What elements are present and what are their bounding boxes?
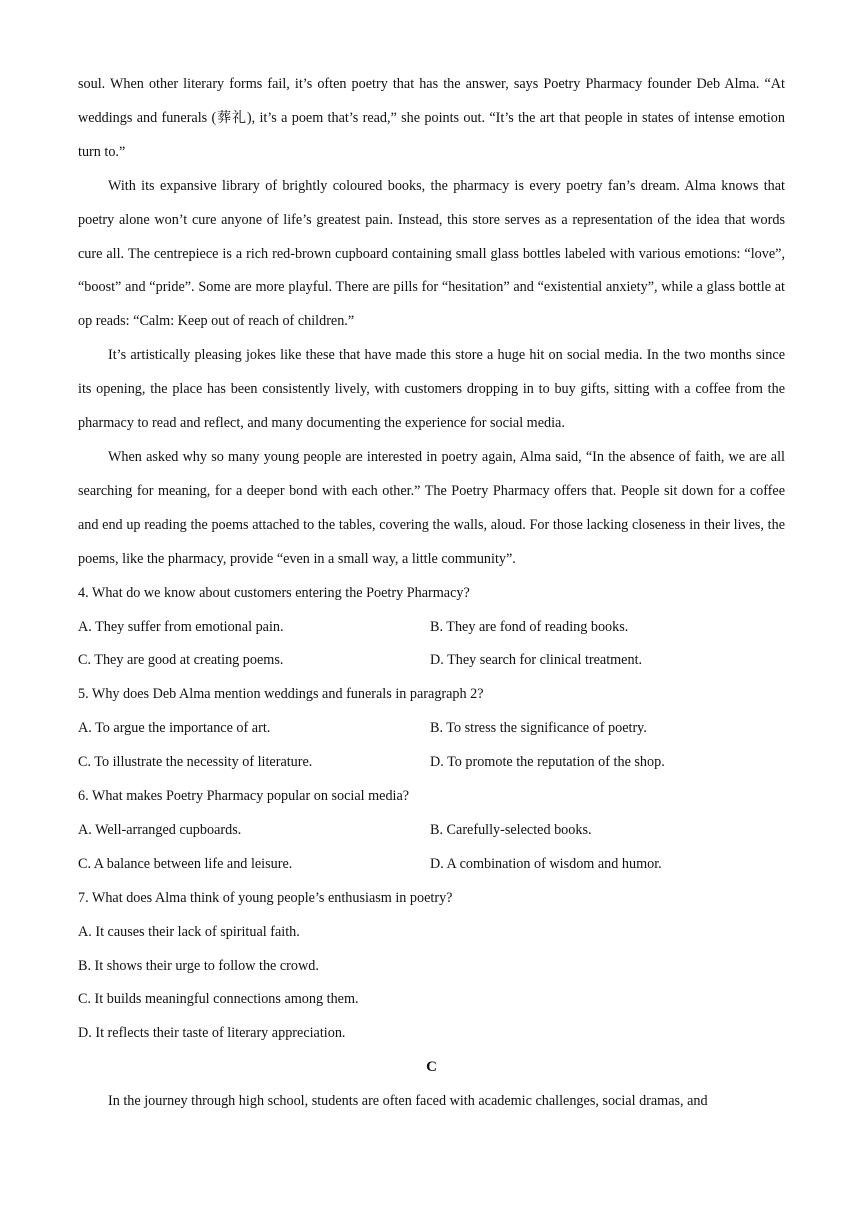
paragraph-1-text-b: ), it’s a poem that’s read,” she points out. “It’s the art that people in states of intense emotion turn to.” xyxy=(78,109,785,160)
passage-paragraph-3: It’s artistically pleasing jokes like these that have made this store a huge hit on social media. In the two months since its opening, the place has been consistently lively, with customers dropping in to buy gifts, sitting with a coffee from the pharmacy to read and reflect, and many documenting the experience for social media. xyxy=(78,347,785,432)
passage-paragraph-4: When asked why so many young people are interested in poetry again, Alma said, “In the absence of faith, we are all searching for meaning, for a deeper bond with each other.” The Poetry Pharmacy offers that. People sit down for a coffee and end up reading the poems attached to the tables, covering the walls, aloud. For those lacking closeness in their lives, the poems, like the pharmacy, provide “even in a small way, a little community”. xyxy=(78,448,785,567)
question-7-option-d: D. It reflects their taste of literary appreciation. xyxy=(78,1025,346,1042)
question-6-option-c: C. A balance between life and leisure. xyxy=(78,855,293,872)
question-6-option-a: A. Well-arranged cupboards. xyxy=(78,821,242,838)
question-4-stem: 4. What do we know about customers entering the Poetry Pharmacy? xyxy=(78,584,470,601)
passage-paragraph-1 xyxy=(78,68,785,170)
paragraph-1-chinese-gloss: 葬礼 xyxy=(216,109,247,126)
question-4-options-row-2 xyxy=(78,644,785,678)
passage-paragraph-2: With its expansive library of brightly coloured books, the pharmacy is every poetry fan’s dream. Alma knows that poetry alone won’t cure anyone of life’s greatest pain. Instead, this store serves as a representation of the idea that words cure all. The centrepiece is a rich red-brown cupboard containing small glass bottles labeled with various emotions: “love”, “boost” and “pride”. Some are more playful. There are pills for “hesitation” and “existential anxiety”, while a glass bottle at op reads: “Calm: Keep out of reach of children.” xyxy=(78,177,785,330)
question-6-stem: 6. What makes Poetry Pharmacy popular on social media? xyxy=(78,788,410,805)
section-c-intro: In the journey through high school, students are often faced with academic challenges, social dramas, and xyxy=(108,1093,708,1110)
question-4-option-b: B. They are fond of reading books. xyxy=(430,618,629,635)
question-7-option-a: A. It causes their lack of spiritual faith. xyxy=(78,923,300,940)
question-5-option-d: D. To promote the reputation of the shop. xyxy=(430,754,665,771)
question-5-option-b: B. To stress the significance of poetry. xyxy=(430,720,647,737)
question-6-options-row-2 xyxy=(78,848,785,882)
question-4-option-c: C. They are good at creating poems. xyxy=(78,652,284,669)
question-5-stem: 5. Why does Deb Alma mention weddings and funerals in paragraph 2? xyxy=(78,686,484,703)
question-6-options-row-1 xyxy=(78,814,785,848)
question-6-option-d: D. A combination of wisdom and humor. xyxy=(430,855,662,872)
question-5-options-row-2 xyxy=(78,746,785,780)
paragraph-1-text-a: soul. When other literary forms fail, it’s often poetry that has the answer, says Poetry Pharmacy founder Deb Alma. “At weddings and funerals ( xyxy=(78,76,785,126)
question-7-option-b: B. It shows their urge to follow the crowd. xyxy=(78,957,319,974)
question-7-option-c: C. It builds meaningful connections among them. xyxy=(78,991,359,1008)
question-7-stem: 7. What does Alma think of young people’s enthusiasm in poetry? xyxy=(78,889,453,906)
question-5-options-row-1 xyxy=(78,712,785,746)
question-4-option-a: A. They suffer from emotional pain. xyxy=(78,618,284,635)
question-6-option-b: B. Carefully-selected books. xyxy=(430,821,592,838)
document-page xyxy=(78,68,785,1119)
question-4-option-d: D. They search for clinical treatment. xyxy=(430,652,643,669)
question-5-option-c: C. To illustrate the necessity of literature. xyxy=(78,754,313,771)
question-5-option-a: A. To argue the importance of art. xyxy=(78,720,271,737)
section-c-heading: C xyxy=(426,1059,437,1076)
question-4-options-row-1 xyxy=(78,611,785,645)
